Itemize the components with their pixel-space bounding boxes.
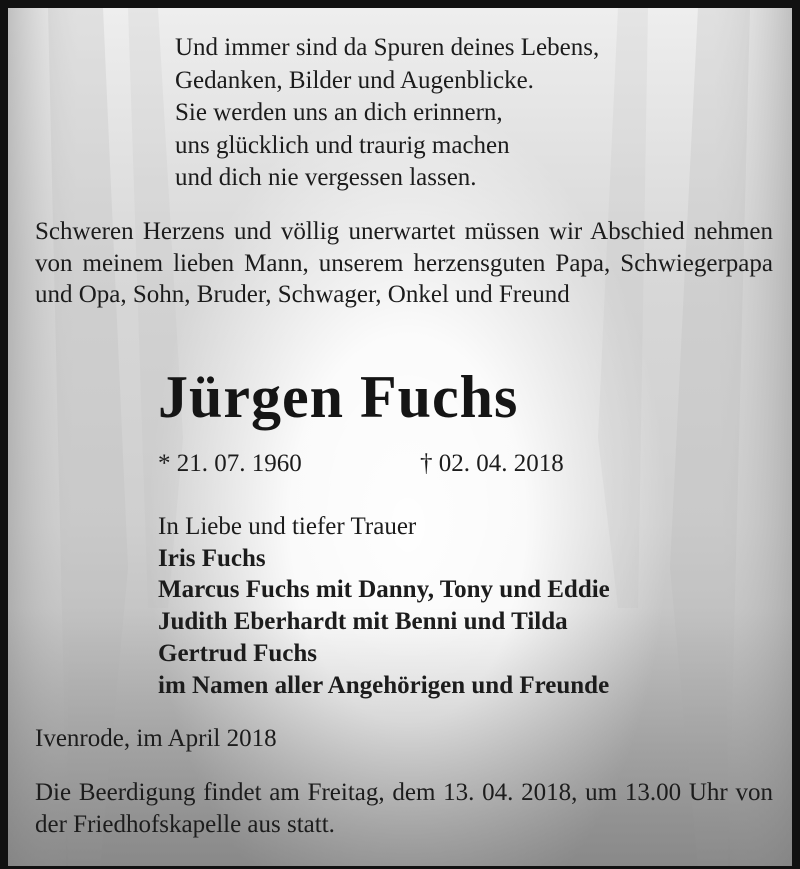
deceased-name: Jürgen Fuchs	[158, 364, 519, 430]
mourner-name: Judith Eberhardt mit Benni und Tilda	[158, 608, 568, 636]
mourner-name: Gertrud Fuchs	[158, 639, 318, 667]
announcement-text: Schweren Herzens und völlig unerwartet müssen wir Abschied nehmen von meinem lieben Mann, unserem herzensguten Papa, Schwiegerpapa und Opa, Sohn, Bruder, Schwager, Onkel und Freund	[35, 218, 773, 308]
place-and-date: Ivenrode, im April 2018	[35, 725, 277, 752]
mourner-name: Marcus Fuchs mit Danny, Tony und Eddie	[158, 576, 610, 604]
poem-line: Und immer sind da Spuren deines Lebens,	[175, 34, 600, 61]
mourner-name: Iris Fuchs	[158, 544, 266, 572]
poem-line: uns glücklich und traurig machen	[175, 131, 510, 159]
mourner-name: im Namen aller Angehörigen und Freunde	[158, 671, 610, 699]
mourners-heading: In Liebe und tiefer Trauer	[158, 513, 417, 540]
mourners-list	[158, 511, 610, 701]
poem-line: Gedanken, Bilder und Augenblicke.	[175, 66, 534, 94]
poem-line: und dich nie vergessen lassen.	[175, 164, 477, 191]
poem-line: Sie werden uns an dich erinnern,	[175, 99, 503, 126]
birth-date: * 21. 07. 1960	[158, 450, 302, 477]
death-date: † 02. 04. 2018	[420, 450, 564, 477]
funeral-info: Die Beerdigung findet am Freitag, dem 13. 04. 2018, um 13.00 Uhr von der Friedhofskapelle aus statt.	[35, 779, 773, 838]
memorial-poem	[175, 32, 599, 195]
